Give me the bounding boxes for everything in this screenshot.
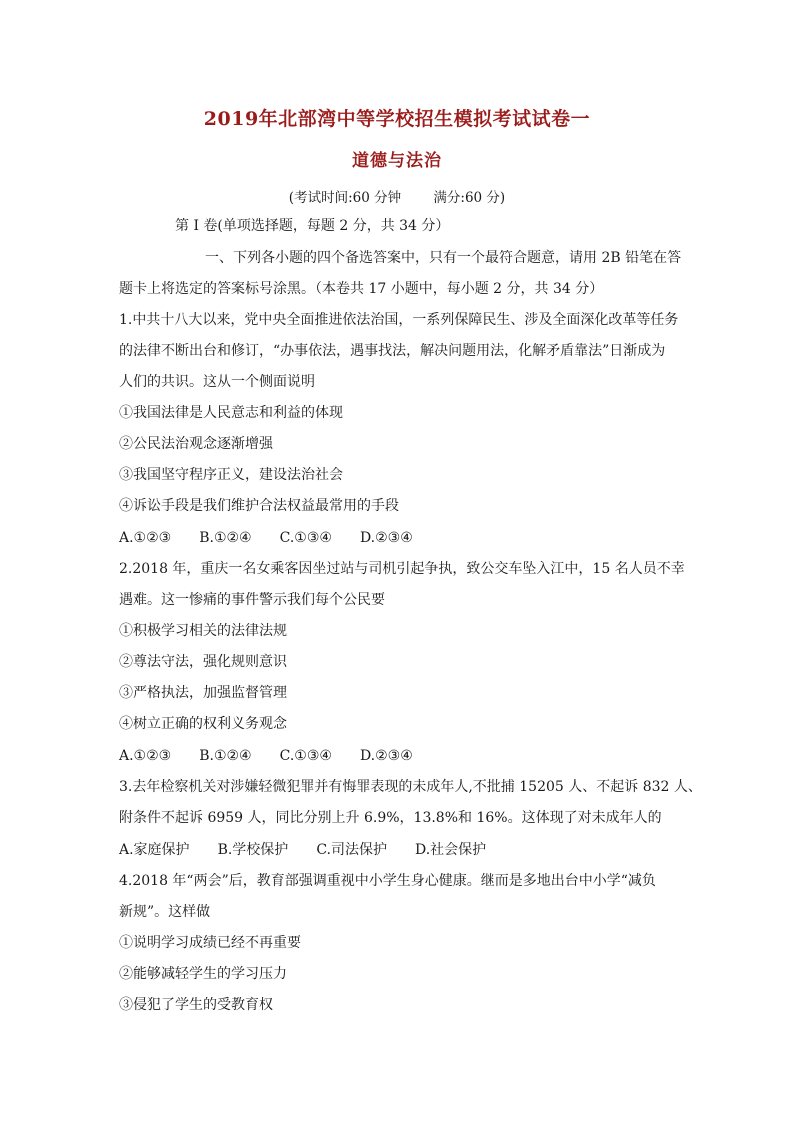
statement-item: ②尊法守法，强化规则意识: [119, 654, 287, 670]
question-text: 附条件不起诉 6959 人，同比分别上升 6.9%，13.8%和 16%。这体现了对未成年人的: [119, 810, 662, 826]
answer-options: [119, 746, 441, 766]
statement-item: ②能够减轻学生的学习压力: [119, 966, 287, 982]
option-d: D.②③④: [359, 530, 413, 546]
section-title: 第 I 卷(单项选择题，每题 2 分，共 34 分）: [175, 218, 450, 234]
question-text: 4.2018 年“两会”后，教育部强调重视中小学生身心健康。继而是多地出台中小学“减负: [119, 873, 656, 889]
option-a: A.①②③: [119, 748, 172, 764]
option-a: A.家庭保护: [119, 842, 190, 858]
statement-item: ①积极学习相关的法律法规: [119, 623, 287, 639]
option-d: D.②③④: [359, 748, 413, 764]
answer-options: [119, 840, 514, 860]
option-b: B.①②④: [199, 530, 252, 546]
question-text: 新规”。这样做: [119, 904, 211, 920]
instruction-line: 题卡上将选定的答案标号涂黑。（本卷共 17 小题中，每小题 2 分，共 34 分）: [119, 281, 604, 297]
option-c: C.司法保护: [316, 842, 387, 858]
option-b: B.学校保护: [217, 842, 289, 858]
exam-time: (考试时间:60 分钟: [288, 190, 402, 206]
option-a: A.①②③: [119, 530, 172, 546]
exam-meta: [0, 186, 794, 206]
statement-item: ④诉讼手段是我们维护合法权益最常用的手段: [119, 498, 399, 514]
question-text: 1.中共十八大以来，党中央全面推进依法治国，一系列保障民生、涉及全面深化改革等任务: [119, 312, 679, 328]
full-score: 满分:60 分): [433, 190, 506, 206]
question-text: 3.去年检察机关对涉嫌轻微犯罪并有悔罪表现的未成年人,不批捕 15205 人、不起诉 832 人、: [119, 779, 702, 795]
statement-item: ②公民法治观念逐渐增强: [119, 436, 273, 452]
subject-title: 道德与法治: [352, 151, 442, 171]
exam-title: 2019年北部湾中等学校招生模拟考试试卷一: [203, 108, 591, 130]
question-text: 的法律不断出台和修订，“办事依法，遇事找法，解决问题用法，化解矛盾靠法”日渐成为: [119, 343, 666, 359]
answer-options: [119, 528, 441, 548]
statement-item: ①说明学习成绩已经不再重要: [119, 935, 301, 951]
statement-item: ③我国坚守程序正义，建设法治社会: [119, 467, 343, 483]
option-c: C.①③④: [279, 530, 332, 546]
option-d: D.社会保护: [414, 842, 487, 858]
question-text: 人们的共识。这从一个侧面说明: [119, 374, 315, 390]
instruction-line: 一、下列各小题的四个备选答案中，只有一个最符合题意，请用 2B 铅笔在答: [205, 250, 682, 266]
option-c: C.①③④: [279, 748, 332, 764]
question-text: 2.2018 年，重庆一名女乘客因坐过站与司机引起争执，致公交车坠入江中，15 名人员不幸: [119, 561, 685, 577]
statement-item: ①我国法律是人民意志和利益的体现: [119, 405, 343, 421]
statement-item: ③侵犯了学生的受教育权: [119, 997, 273, 1013]
statement-item: ③严格执法，加强监督管理: [119, 685, 287, 701]
option-b: B.①②④: [199, 748, 252, 764]
statement-item: ④树立正确的权利义务观念: [119, 716, 287, 732]
question-text: 遇难。这一惨痛的事件警示我们每个公民要: [119, 592, 385, 608]
